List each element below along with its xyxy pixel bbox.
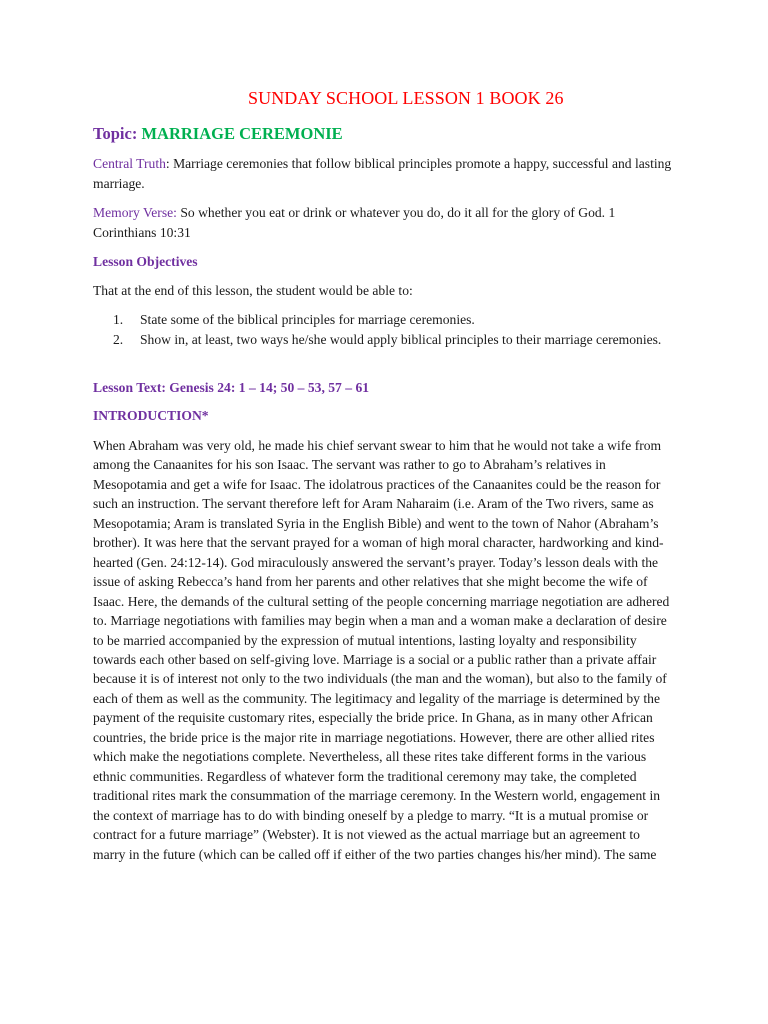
topic-line xyxy=(93,124,343,144)
objectives-list xyxy=(113,310,675,349)
list-item-number: 1. xyxy=(113,312,124,327)
list-item-text: Show in, at least, two ways he/she would apply biblical principles to their marriage ceremonies. xyxy=(140,331,662,347)
lesson-text-reference: Lesson Text: Genesis 24: 1 – 14; 50 – 53, 57 – 61 xyxy=(93,380,370,395)
introduction-body: When Abraham was very old, he made his chief servant swear to him that he would not take a wife from among the Canaanites for his son Isaac. The servant was rather to go to Abraham’s relatives in Mesopotamia and get a wife for Isaac. The idolatrous practices of the Canaanites could be the reason for such an instruction. The servant therefore left for Aram Naharaim (i.e. Aram of the Two rivers, same as Mesopotamia; Aram is translated Syria in the English Bible) and went to the town of Nahor (Abraham’s brother). It was here that the servant prayed for a woman of high moral character, hardworking and kind-hearted (Gen. 24:12-14). God miraculously answered the servant’s prayer. Today’s lesson deals with the issue of asking Rebecca’s hand from her parents and other relatives that she might become the wife of Isaac. Here, the demands of the cultural setting of the people concerning marriage negotiation are adhered to. Marriage negotiations with families may begin when a man and a woman make a declaration of desire to be married accompanied by the expression of mutual intentions, lasting loyalty and responsibility towards each other based on self-giving love. Marriage is a social or a public rather than a private affair because it is of interest not only to the two individuals (the man and the woman), but also to the family of each of them as well as the community. The legitimacy and legality of the marriage is determined by the payment of the requisite customary rites, especially the bride price. In Ghana, as in many other African countries, the bride price is the major rite in marriage negotiations. However, there are other allied rites which make the negotiations complete. Nevertheless, all these rites take different forms in the various ethnic communities. Regardless of whatever form the traditional ceremony may take, the completed traditional rites mark the consummation of the marriage ceremony. In the Western world, engagement in the context of marriage has to do with binding oneself by a pledge to marry. “It is a mutual promise or contract for a future marriage” (Webster). It is not viewed as the actual marriage but an agreement to marry in the future (which can be called off if either of the two parties changes his/her mind). The same xyxy=(93,438,670,862)
list-item-number: 2. xyxy=(113,331,124,347)
list-item xyxy=(113,310,675,330)
central-truth-text: : Marriage ceremonies that follow biblical principles promote a happy, successful and lasting marriage. xyxy=(93,156,672,191)
objectives-heading: Lesson Objectives xyxy=(93,254,198,269)
document-title: SUNDAY SCHOOL LESSON 1 BOOK 26 xyxy=(248,88,564,108)
central-truth xyxy=(93,154,675,193)
central-truth-label: Central Truth xyxy=(93,156,166,171)
list-item xyxy=(113,330,675,350)
memory-verse-label: Memory Verse: xyxy=(93,205,177,220)
introduction-heading: INTRODUCTION* xyxy=(93,408,209,423)
memory-verse-text: So whether you eat or drink or whatever you do, do it all for the glory of God. 1 Corinthians 10:31 xyxy=(93,205,616,240)
topic-value: MARRIAGE CEREMONIE xyxy=(141,124,343,143)
topic-label: Topic: xyxy=(93,124,142,143)
objectives-intro: That at the end of this lesson, the student would be able to: xyxy=(93,283,413,298)
memory-verse xyxy=(93,203,675,242)
list-item-text: State some of the biblical principles for marriage ceremonies. xyxy=(140,312,475,327)
